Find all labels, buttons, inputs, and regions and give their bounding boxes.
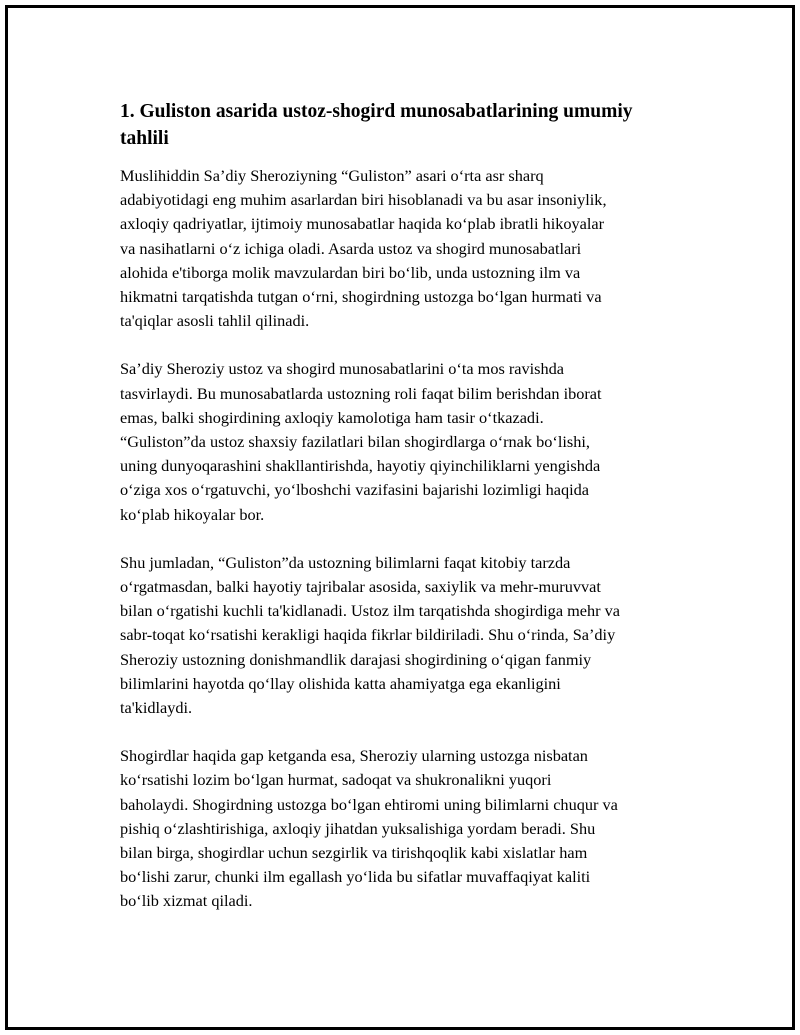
page-frame: [5, 5, 795, 1030]
document-body: [120, 98, 710, 938]
paragraph-2: Sa’diy Sheroziy ustoz va shogird munosabatlarini o‘ta mos ravishda tasvirlaydi. Bu munosabatlarda ustozning roli faqat bilim berishdan iborat emas, balki shogirdining axloqiy kamolotiga ham tasir o‘tkazadi. “Guliston”da ustoz shaxsiy fazilatlari bilan shogirdlarga o‘rnak bo‘lishi, uning dunyoqarashini shakllantirishda, hayotiy qiyinchiliklarni yengishda o‘ziga xos o‘rgatuvchi, yo‘lboshchi vazifasini bajarishi lozimligi haqida ko‘plab hikoyalar bor.: [120, 359, 602, 524]
paragraph-1: Muslihiddin Sa’diy Sheroziyning “Guliston” asari o‘rta asr sharq adabiyotidagi eng muhim asarlardan biri hisoblanadi va bu asar insoniylik, axloqiy qadriyatlar, ijtimoiy munosabatlar haqida ko‘plab ibratli hikoyalar va nasihatlarni o‘z ichiga oladi. Asarda ustoz va shogird munosabatlari alohida e'tiborga molik mavzulardan biri bo‘lib, unda ustozning ilm va hikmatni tarqatishda tutgan o‘rni, shogirdning ustozga bo‘lgan hurmati va ta'qiqlar asosli tahlil qilinadi.: [120, 166, 607, 331]
section-heading: 1. Guliston asarida ustoz-shogird munosabatlarining umumiy tahlili: [120, 101, 633, 149]
paragraph-3: Shu jumladan, “Guliston”da ustozning bilimlarni faqat kitobiy tarzda o‘rgatmasdan, balki hayotiy tajribalar asosida, saxiylik va mehr-muruvvat bilan o‘rgatishi kuchli ta'kidlanadi. Ustoz ilm tarqatishda shogirdiga mehr va sabr-toqat ko‘rsatishi kerakligi haqida fikrlar bildiriladi. Shu o‘rinda, Sa’diy Sheroziy ustozning donishmandlik darajasi shogirdining o‘qigan fanmiy bilimlarini hayotda qo‘llay olishida katta ahamiyatga ega ekanligini ta'kidlaydi.: [120, 552, 621, 718]
paragraph-4: Shogirdlar haqida gap ketganda esa, Sheroziy ularning ustozga nisbatan ko‘rsatishi lozim bo‘lgan hurmat, sadoqat va shukronalikni yuqori baholaydi. Shogirdning ustozga bo‘lgan ehtiromi uning bilimlarni chuqur va pishiq o‘zlashtirishiga, axloqiy jihatdan yuksalishiga yordam beradi. Shu bilan birga, shogirdlar uchun sezgirlik va tirishqoqlik kabi xislatlar ham bo‘lishi zarur, chunki ilm egallash yo‘lida bu sifatlar muvaffaqiyat kaliti bo‘lib xizmat qiladi.: [120, 746, 618, 911]
